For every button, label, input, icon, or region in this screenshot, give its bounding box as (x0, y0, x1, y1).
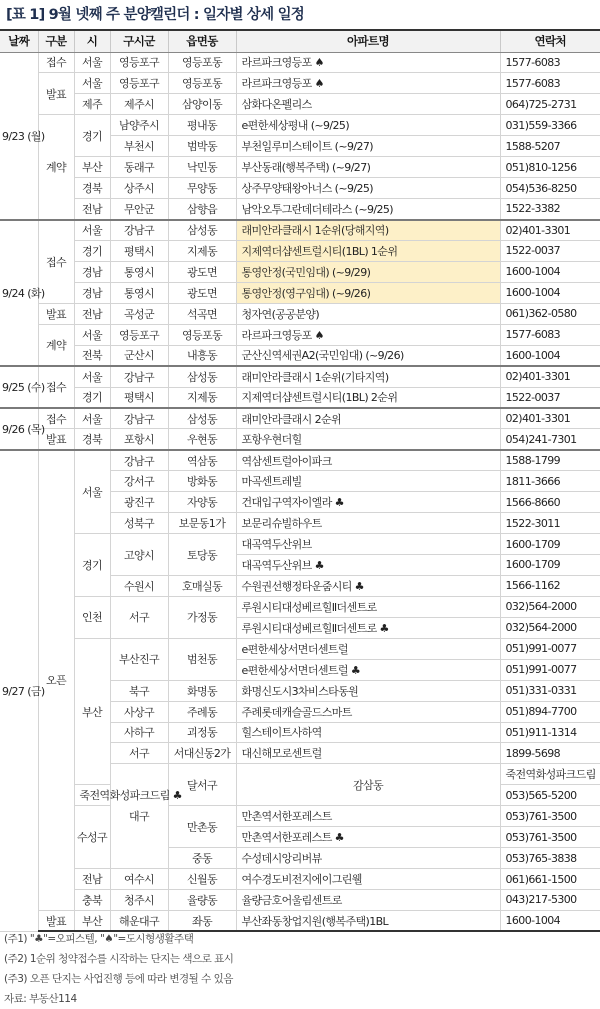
table-row (0, 806, 600, 827)
table-row (0, 52, 600, 73)
district-cell: 평택시 (110, 387, 168, 408)
town-cell: 무양동 (168, 178, 236, 199)
table-row (0, 73, 600, 94)
apartment-cell: 청자연(공공분양) (236, 303, 500, 324)
contact-cell: 054)241-7301 (500, 429, 600, 450)
apartment-cell: 대곡역두산위브 (236, 534, 500, 555)
town-cell: 삼성동 (168, 366, 236, 387)
date-cell: 9/27 (금) (0, 450, 38, 932)
apartment-cell: 보문리슈빌하우트 (236, 513, 500, 534)
apartment-cell: 래미안라클래시 1순위(기타지역) (236, 366, 500, 387)
town-cell: 광도면 (168, 261, 236, 282)
contact-cell: 1600-1004 (500, 282, 600, 303)
source-note: 자료: 부동산114 (4, 993, 77, 1005)
apartment-cell: 라르파크영등포 ♠ (236, 52, 500, 73)
city-cell: 경남 (74, 261, 110, 282)
contact-cell: 054)536-8250 (500, 178, 600, 199)
town-cell: 주례동 (168, 701, 236, 722)
town-cell: 좌동 (168, 910, 236, 931)
table-row (0, 366, 600, 387)
table-row (0, 408, 600, 429)
town-cell: 괴정동 (168, 722, 236, 743)
footnotes (4, 929, 233, 1009)
apartment-cell: 대곡역두산위브 ♣ (236, 555, 500, 576)
type-cell: 접수 (38, 220, 74, 304)
city-cell: 경기 (74, 240, 110, 261)
town-cell: 영등포동 (168, 73, 236, 94)
city-cell: 서울 (74, 73, 110, 94)
table-header-row (0, 30, 600, 52)
contact-cell: 1811-3666 (500, 471, 600, 492)
footnote-2: (주2) 1순위 청약접수를 시작하는 단지는 색으로 표시 (4, 953, 234, 965)
town-cell: 범박동 (168, 136, 236, 157)
header-district: 구시군 (110, 30, 168, 52)
town-cell: 지제동 (168, 240, 236, 261)
apartment-cell: 삼화다온펠리스 (236, 94, 500, 115)
table-row (0, 199, 600, 220)
contact-cell: 1577-6083 (500, 73, 600, 94)
city-cell: 경기 (74, 115, 110, 157)
table-row (0, 240, 600, 261)
apartment-cell: 루원시티대성베르힐Ⅱ더센트로 ♣ (236, 617, 500, 638)
header-town: 읍면동 (168, 30, 236, 52)
contact-cell: 1899-5698 (500, 743, 600, 764)
apartment-cell: 만촌역서한포레스트 ♣ (236, 827, 500, 848)
contact-cell: 02)401-3301 (500, 366, 600, 387)
apartment-cell: 지제역더샵센트럴시티(1BL) 1순위 (236, 240, 500, 261)
table-row (0, 890, 600, 911)
city-cell: 서울 (74, 220, 110, 241)
town-cell: 방화동 (168, 471, 236, 492)
district-cell: 통영시 (110, 282, 168, 303)
contact-cell: 1600-1004 (500, 345, 600, 366)
district-cell: 북구 (110, 680, 168, 701)
apartment-cell: 통영안정(국민임대) (~9/29) (236, 261, 500, 282)
district-cell: 여수시 (110, 869, 168, 890)
apartment-cell: 수성데시앙리버뷰 (236, 848, 500, 869)
table-row (0, 220, 600, 241)
town-cell: 영등포동 (168, 52, 236, 73)
district-cell: 제주시 (110, 94, 168, 115)
district-cell: 평택시 (110, 240, 168, 261)
header-apartment: 아파트명 (236, 30, 500, 52)
city-cell: 경북 (74, 178, 110, 199)
town-cell: 평내동 (168, 115, 236, 136)
apartment-cell: 부천일루미스테이트 (~9/27) (236, 136, 500, 157)
city-cell: 경기 (74, 534, 110, 597)
contact-cell: 061)661-1500 (500, 869, 600, 890)
district-cell: 곡성군 (110, 303, 168, 324)
district-cell: 영등포구 (110, 52, 168, 73)
apartment-cell: 수원권선행정타운줌시티 ♣ (236, 575, 500, 596)
type-cell: 오픈 (38, 450, 74, 911)
district-cell: 달서구 (168, 764, 236, 806)
town-cell: 호매실동 (168, 575, 236, 596)
town-cell: 신월동 (168, 869, 236, 890)
contact-cell: 043)217-5300 (500, 890, 600, 911)
contact-cell: 1600-1004 (500, 261, 600, 282)
apartment-cell: 화명신도시3차비스타동원 (236, 680, 500, 701)
table-row (0, 303, 600, 324)
city-cell: 충북 (74, 890, 110, 911)
type-cell: 접수 (38, 366, 74, 408)
table-row (0, 638, 600, 659)
apartment-cell: 율량금호어울림센트로 (236, 890, 500, 911)
type-cell: 계약 (38, 115, 74, 220)
town-cell: 보문동1가 (168, 513, 236, 534)
date-cell: 9/24 (화) (0, 220, 38, 367)
town-cell: 율량동 (168, 890, 236, 911)
town-cell: 영등포동 (168, 324, 236, 345)
contact-cell: 02)401-3301 (500, 220, 600, 241)
contact-cell: 031)559-3366 (500, 115, 600, 136)
apartment-cell: e편한세상서면더센트럴 ♣ (236, 659, 500, 680)
contact-cell: 051)911-1314 (500, 722, 600, 743)
contact-cell: 1588-5207 (500, 136, 600, 157)
contact-cell: 1522-3011 (500, 513, 600, 534)
town-cell: 삼성동 (168, 408, 236, 429)
table-row (0, 157, 600, 178)
district-cell: 성북구 (110, 513, 168, 534)
contact-cell: 1600-1709 (500, 534, 600, 555)
city-cell: 부산 (74, 638, 110, 785)
district-cell: 사상구 (110, 701, 168, 722)
contact-cell: 051)991-0077 (500, 638, 600, 659)
town-cell: 삼양이동 (168, 94, 236, 115)
town-cell: 감삼동 (236, 764, 500, 806)
apartment-cell: 주례롯데캐슬골드스마트 (236, 701, 500, 722)
contact-cell: 053)761-3500 (500, 827, 600, 848)
contact-cell: 1566-8660 (500, 492, 600, 513)
district-cell: 영등포구 (110, 324, 168, 345)
town-cell: 내흥동 (168, 345, 236, 366)
city-cell: 대구 (110, 764, 168, 869)
footnote-1: (주1) "♣"=오피스텔, "♠"=도시형생활주택 (4, 933, 194, 945)
header-date: 날짜 (0, 30, 38, 52)
contact-cell: 1522-3382 (500, 199, 600, 220)
district-cell: 강남구 (110, 408, 168, 429)
contact-cell: 053)565-5200 (500, 785, 600, 806)
table-row (0, 324, 600, 345)
town-cell: 낙민동 (168, 157, 236, 178)
district-cell: 사하구 (110, 722, 168, 743)
town-cell: 광도면 (168, 282, 236, 303)
town-cell: 삼향읍 (168, 199, 236, 220)
district-cell: 강남구 (110, 220, 168, 241)
apartment-cell: 래미안라클래시 1순위(당해지역) (236, 220, 500, 241)
district-cell: 서구 (110, 596, 168, 638)
district-cell: 부천시 (110, 136, 168, 157)
apartment-cell: 라르파크영등포 ♠ (236, 324, 500, 345)
town-cell: 자양동 (168, 492, 236, 513)
contact-cell: 1566-1162 (500, 575, 600, 596)
apartment-cell: 남악오투그란데더테라스 (~9/25) (236, 199, 500, 220)
contact-cell: 061)362-0580 (500, 303, 600, 324)
city-cell: 부산 (74, 910, 110, 931)
district-cell: 부산진구 (110, 638, 168, 680)
district-cell: 무안군 (110, 199, 168, 220)
contact-cell: 1522-0037 (500, 387, 600, 408)
contact-cell: 1588-1799 (500, 450, 600, 471)
apartment-cell: 힐스테이트사하역 (236, 722, 500, 743)
town-cell: 화명동 (168, 680, 236, 701)
city-cell: 부산 (74, 157, 110, 178)
type-cell: 발표 (38, 429, 74, 450)
table-row (0, 387, 600, 408)
district-cell: 고양시 (110, 534, 168, 576)
district-cell: 남양주시 (110, 115, 168, 136)
table-row (0, 429, 600, 450)
header-type: 구분 (38, 30, 74, 52)
date-cell: 9/23 (월) (0, 52, 38, 220)
district-cell: 통영시 (110, 261, 168, 282)
type-cell: 발표 (38, 910, 74, 931)
apartment-cell: 지제역더샵센트럴시티(1BL) 2순위 (236, 387, 500, 408)
apartment-cell: 건대입구역자이엘라 ♣ (236, 492, 500, 513)
city-cell: 서울 (74, 324, 110, 345)
district-cell: 강남구 (110, 366, 168, 387)
contact-cell: 02)401-3301 (500, 408, 600, 429)
contact-cell: 051)991-0077 (500, 659, 600, 680)
apartment-cell: 루원시티대성베르힐Ⅱ더센트로 (236, 596, 500, 617)
district-cell: 군산시 (110, 345, 168, 366)
contact-cell: 051)331-0331 (500, 680, 600, 701)
city-cell: 인천 (74, 596, 110, 638)
table-row (0, 115, 600, 136)
district-cell: 서구 (110, 743, 168, 764)
table-title: [표 1] 9월 넷째 주 분양캘린더 : 일자별 상세 일정 (6, 7, 304, 23)
district-cell: 영등포구 (110, 73, 168, 94)
town-cell: 삼성동 (168, 220, 236, 241)
city-cell: 전남 (74, 303, 110, 324)
apartment-cell: e편한세상평내 (~9/25) (236, 115, 500, 136)
city-cell: 경기 (74, 387, 110, 408)
district-cell: 강서구 (110, 471, 168, 492)
apartment-cell: 부산좌동창업지원(행복주택)1BL (236, 910, 500, 931)
district-cell: 강남구 (110, 450, 168, 471)
date-cell: 9/25 (수) (0, 366, 38, 408)
city-cell: 전남 (74, 869, 110, 890)
apartment-cell: 대신해모로센트럴 (236, 743, 500, 764)
apartment-cell: 마곡센트레빌 (236, 471, 500, 492)
city-cell: 제주 (74, 94, 110, 115)
table-row (0, 345, 600, 366)
table-row (0, 261, 600, 282)
apartment-cell: e편한세상서면더센트럴 (236, 638, 500, 659)
table-row (0, 450, 600, 471)
apartment-cell: 여수경도비전지에이그린웰 (236, 869, 500, 890)
city-cell: 전북 (74, 345, 110, 366)
contact-cell: 1577-6083 (500, 324, 600, 345)
city-cell: 경남 (74, 282, 110, 303)
district-cell: 수성구 (74, 806, 110, 869)
type-cell: 접수 (38, 52, 74, 73)
apartment-cell: 통영안정(영구임대) (~9/26) (236, 282, 500, 303)
apartment-cell: 군산신역세권A2(국민임대) (~9/26) (236, 345, 500, 366)
city-cell: 서울 (74, 450, 110, 534)
apartment-cell: 포항우현더힐 (236, 429, 500, 450)
city-cell: 서울 (74, 52, 110, 73)
city-cell: 전남 (74, 199, 110, 220)
town-cell: 우현동 (168, 429, 236, 450)
apartment-cell: 만촌역서한포레스트 (236, 806, 500, 827)
town-cell: 토당동 (168, 534, 236, 576)
district-cell: 포항시 (110, 429, 168, 450)
contact-cell: 032)564-2000 (500, 617, 600, 638)
table-row (0, 178, 600, 199)
apartment-cell: 라르파크영등포 ♠ (236, 73, 500, 94)
type-cell: 계약 (38, 324, 74, 366)
town-cell: 만촌동 (168, 806, 236, 848)
town-cell: 지제동 (168, 387, 236, 408)
contact-cell: 051)894-7700 (500, 701, 600, 722)
district-cell: 청주시 (110, 890, 168, 911)
apartment-cell: 상주무양태왕아너스 (~9/25) (236, 178, 500, 199)
town-cell: 서대신동2가 (168, 743, 236, 764)
town-cell: 역삼동 (168, 450, 236, 471)
district-cell: 상주시 (110, 178, 168, 199)
apartment-cell: 역삼센트럴아이파크 (236, 450, 500, 471)
footnote-3: (주3) 오픈 단지는 사업진행 등에 따라 변경될 수 있음 (4, 973, 233, 985)
contact-cell: 032)564-2000 (500, 596, 600, 617)
town-cell: 석곡면 (168, 303, 236, 324)
city-cell: 경북 (74, 429, 110, 450)
contact-cell: 064)725-2731 (500, 94, 600, 115)
type-cell: 발표 (38, 303, 74, 324)
contact-cell: 053)761-3500 (500, 806, 600, 827)
district-cell: 해운대구 (110, 910, 168, 931)
schedule-table (0, 29, 600, 932)
apartment-cell: 죽전역화성파크드림 (500, 764, 600, 785)
apartment-cell: 부산동래(행복주택) (~9/27) (236, 157, 500, 178)
town-cell: 가정동 (168, 596, 236, 638)
contact-cell: 1600-1709 (500, 555, 600, 576)
contact-cell: 1600-1004 (500, 910, 600, 931)
contact-cell: 1577-6083 (500, 52, 600, 73)
table-row (0, 596, 600, 617)
town-cell: 범천동 (168, 638, 236, 680)
type-cell: 접수 (38, 408, 74, 429)
city-cell: 서울 (74, 408, 110, 429)
apartment-cell: 죽전역화성파크드림 ♣ (74, 785, 110, 806)
district-cell: 동래구 (110, 157, 168, 178)
header-city: 시 (74, 30, 110, 52)
town-cell: 중동 (168, 848, 236, 869)
district-cell: 수원시 (110, 575, 168, 596)
district-cell: 광진구 (110, 492, 168, 513)
table-row (0, 282, 600, 303)
contact-cell: 1522-0037 (500, 240, 600, 261)
apartment-cell: 래미안라클래시 2순위 (236, 408, 500, 429)
city-cell: 서울 (74, 366, 110, 387)
table-row (0, 869, 600, 890)
date-cell: 9/26 (목) (0, 408, 38, 450)
table-row (0, 94, 600, 115)
contact-cell: 053)765-3838 (500, 848, 600, 869)
contact-cell: 051)810-1256 (500, 157, 600, 178)
type-cell: 발표 (38, 73, 74, 115)
header-contact: 연락처 (500, 30, 600, 52)
table-row (0, 534, 600, 555)
